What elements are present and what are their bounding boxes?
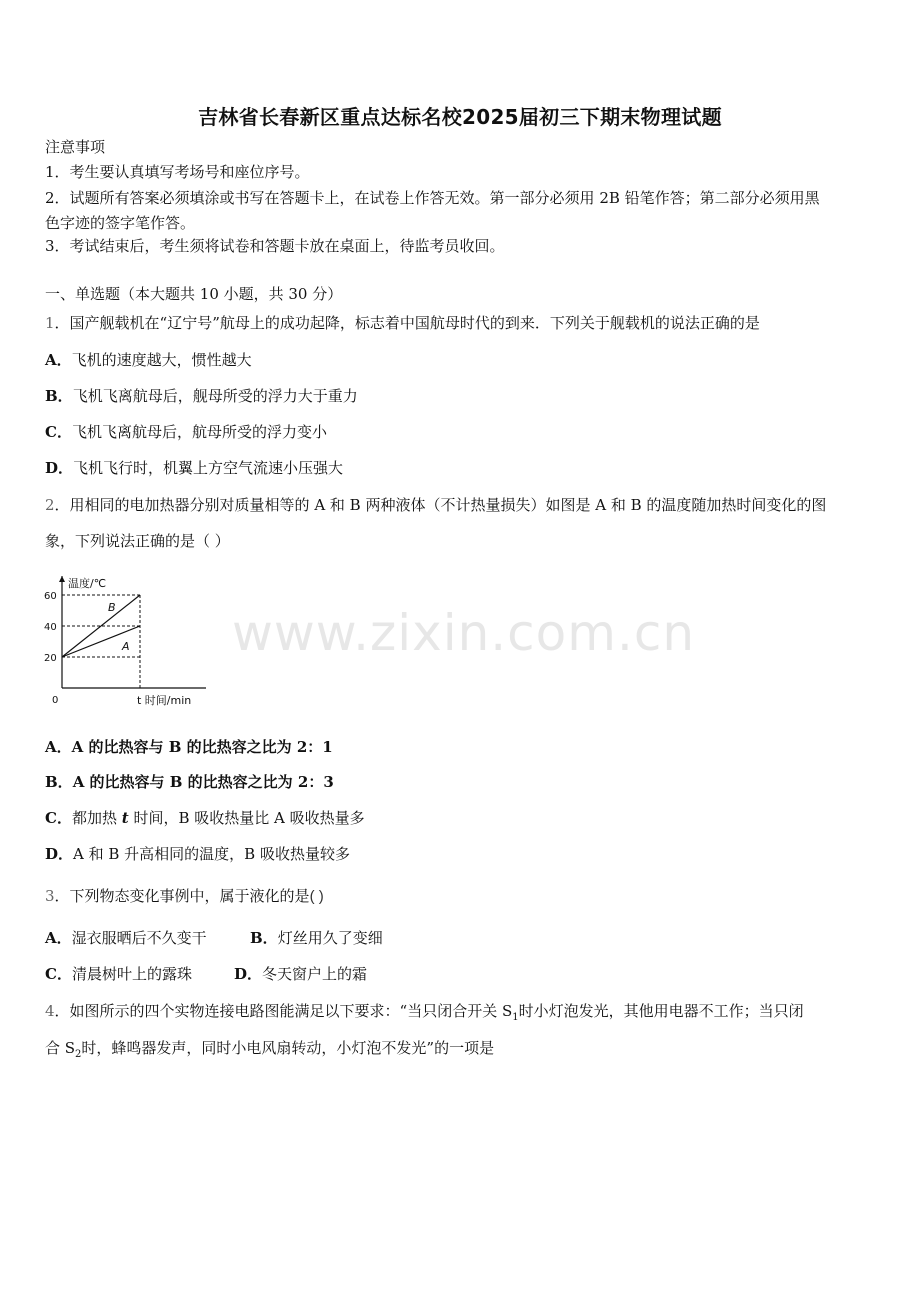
question-4 [45,1001,804,1028]
page-title: 吉林省长春新区重点达标名校2025届初三下期末物理试题 [198,105,722,129]
option-label: A． [45,738,72,756]
chart-layer [44,576,206,707]
watermark: www.zixin.com.cn [232,604,696,662]
section-heading: 一、单选题（本大题共 10 小题，共 30 分） [45,285,343,303]
option-text: 清晨树叶上的露珠 [71,965,192,983]
q1-option-c [45,422,327,442]
question-number: 2 [45,496,55,514]
option-label: B． [45,773,73,791]
q2-option-b [45,772,334,792]
series-label-b: B [108,601,116,614]
option-label: B． [45,387,73,405]
q1-option-a [45,350,252,370]
question-stem: 合 S [45,1039,76,1057]
notice-item-3: 3．考试结束后，考生须将试卷和答题卡放在桌面上，待监考员收回。 [45,237,505,255]
y-tick-label: 40 [44,622,57,633]
option-text: A 的比热容与 B 的比热容之比为 2：1 [71,738,333,756]
y-axis-arrow [59,576,65,582]
question-stem: ．国产舰载机在“辽宁号”航母上的成功起降，标志着中国航母时代的到来．下列关于舰载机的说法正确的是 [54,314,760,332]
q3-option-b [250,928,383,948]
notice-item-2: 2．试题所有答案必须填涂或书写在答题卡上，在试卷上作答无效。第一部分必须用 2B 铅笔作答；第二部分必须用黑 [45,189,820,207]
q2-option-d [45,844,350,864]
y-axis-label: 温度/℃ [68,577,107,590]
subscript: 2 [75,1049,82,1060]
question-2 [45,495,826,515]
notice-item-1: 1．考生要认真填写考场号和座位序号。 [45,163,310,181]
question-number: 4 [45,1002,55,1020]
option-label: D． [45,845,74,863]
question-stem: 时小灯泡发光，其他用电器不工作；当只闭 [518,1002,804,1020]
series-label-a: A [122,640,130,653]
option-label: A． [45,929,72,947]
q3-option-c [45,964,192,984]
option-text: 都加热 [71,809,122,827]
question-stem: ．如图所示的四个实物连接电路图能满足以下要求：“当只闭合开关 S [54,1002,513,1020]
subscript: 1 [512,1012,519,1023]
option-label: C． [45,965,72,983]
y-tick-label: 60 [44,591,57,602]
option-text: 冬天窗户上的霜 [262,965,368,983]
option-label: B． [250,929,278,947]
question-number: 3 [45,887,55,905]
option-text: 飞机的速度越大，惯性越大 [71,351,252,369]
option-text: 飞机飞离航母后，舰母所受的浮力大于重力 [72,387,358,405]
notice-item-2-cont: 色字迹的签字笔作答。 [45,214,196,232]
q3-option-d [234,964,367,984]
option-text: 飞机飞行时，机翼上方空气流速小压强大 [73,459,344,477]
question-number: 1 [45,314,55,332]
origin-label: 0 [52,695,59,706]
q2-option-c [45,808,365,828]
notice-heading: 注意事项 [45,138,106,156]
option-label: D． [234,965,263,983]
option-text: 湿衣服晒后不久变干 [71,929,207,947]
option-text: A 和 B 升高相同的温度，B 吸收热量较多 [73,845,350,863]
q1-option-d [45,458,343,478]
option-label: D． [45,459,74,477]
option-text: 飞机飞离航母后，航母所受的浮力变小 [71,423,327,441]
question-3 [45,886,324,907]
q2-option-a [45,737,333,757]
answer-paren: ( ) [309,888,324,905]
question-stem: 时，蜂鸣器发声，同时小电风扇转动，小灯泡不发光”的一项是 [81,1039,495,1057]
question-1 [45,313,760,333]
option-text: 灯丝用久了变细 [277,929,383,947]
option-text: A 的比热容与 B 的比热容之比为 2：3 [72,773,334,791]
option-text: 时间，B 吸收热量比 A 吸收热量多 [128,809,365,827]
q3-option-a [45,928,207,948]
option-label: A． [45,351,72,369]
question-4-cont [45,1038,494,1065]
option-label: C． [45,809,72,827]
temperature-time-chart [38,570,218,712]
option-label: C． [45,423,72,441]
option-text-italic: t [121,809,129,827]
question-2-cont: 象，下列说法正确的是（ ） [45,532,230,550]
question-stem: ．用相同的电加热器分别对质量相等的 A 和 B 两种液体（不计热量损失）如图是 A 和 B 的温度随加热时间变化的图 [54,496,827,514]
q1-option-b [45,386,358,406]
question-stem: ．下列物态变化事例中，属于液化的是 [54,887,310,905]
y-tick-label: 20 [44,653,57,664]
x-axis-label: t 时间/min [137,694,192,707]
